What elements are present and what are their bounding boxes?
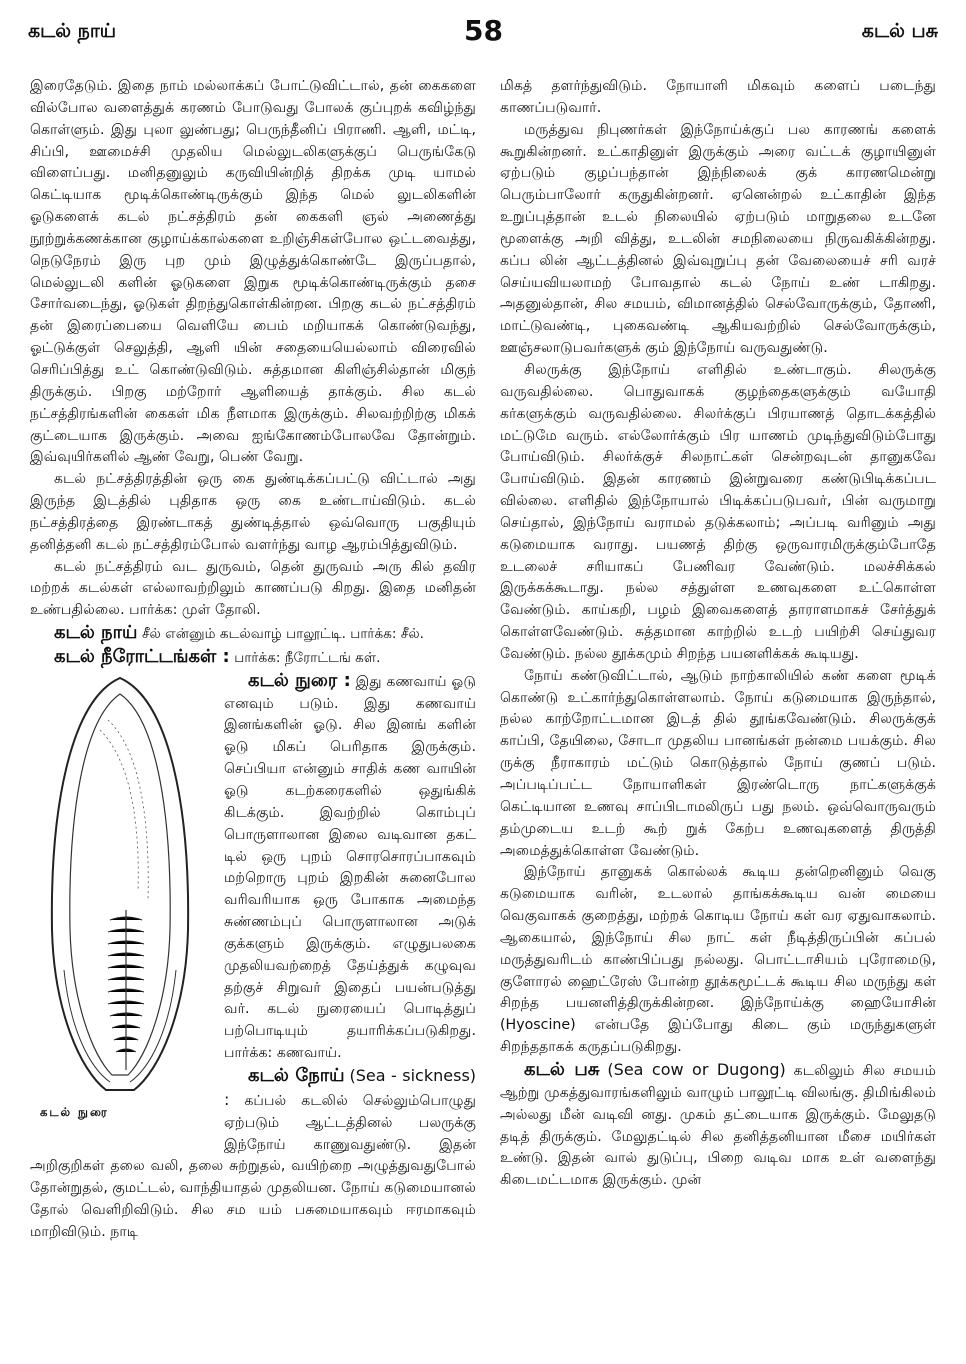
cuttlebone-illustration [30,670,210,1100]
seasickness-paragraph-5: இந்நோய் தானுகக் கொல்லக் கூடிய தன்றெனினும் வெகு கடுமையாக வரின், உடலால் தாங்கக்கூடிய வன் மையை வெகுவாகக் குறைத்து, மற்றக் கொடிய நோய் கள் வர ஏதுவாகலாம். ஆகையால், இந்நோய் சில நாட் கள் நீடித்திருப்பின் கப்பல் மருத்துவரிடம் காண்பிப்பது நல்லது. பொட்டாசியம் புரோமைடு, குளோரல் ஹைட்ரேஸ் போன்ற தூக்கமூட்டக் கூடிய சில மருந்து கள் சிறந்த பயனளித்திருக்கின்றன. இந்நோய்க்கு ஹையோசின் (Hyoscine) என்பதே இப்போது கிடை கும் மருந்துகளுள் சிறந்ததாகக் கருதப்படுகிறது. [500,864,936,1056]
entry-seasickness-english: (Sea - sickness) : [224,1065,477,1109]
entry-cuttlebone-headword: கடல் நுரை : [248,669,351,691]
running-header-right: கடல் பசு [861,20,938,42]
entry-sea-cow-english: (Sea cow or Dugong) [607,1059,786,1079]
entry-sea-dog-text: சீல் என்னும் கடல்வாழ் பாலூட்டி. பார்க்க: சீல். [141,626,424,643]
starfish-paragraph-3: கடல் நட்சத்திரம் வட துருவம், தென் துருவம் அரு கில் தவிர மற்றக் கடல்கள் எல்லாவற்றிலும் காணப்படு கிறது. இதை மனிதன் உண்பதில்லை. பார்க்க: முள் தோலி. [30,558,476,619]
running-header-left: கடல் நாய் [28,20,117,42]
entry-sea-cow-text: கடலிலும் சில சமயம் ஆற்று முகத்துவாரங்களிலும் வாழும் பாலூட்டி விலங்கு. திமிங்கிலம் அல்லது மீன் வடிவி னது. முகம் தட்டையாக இருக்கும். மேலுதடு தடித் திருக்கும். மேலுதட்டில் சில தனித்தனியான மீசை மயிர்கள் உண்டு. இதன் வால் துடுப்பு, பிறை வடிவ மாக உள் வளைந்து கிடைமட்டமாக இருக்கும். முன் [500,1062,936,1189]
page-number: 58 [464,14,503,47]
entry-sea-currents [30,646,476,670]
entry-cuttlebone-text: இது கணவாய் ஓடு எனவும் படும். இது கணவாய் இனங்களின் ஓடு. சில இனங் களின் ஓடு மிகப் பெரிதாக இருக்கும். செப்பியா என்னும் சாதிக் கண வாயின் ஓடு கடற்கரைகளில் ஒதுங்கிக் கிடக்கும். இவற்றில் கொம்புப் பொருளாலான இலை வடிவான தகட் டில் ஒரு புறம் சொரசொரப்பாகவும் மற்றொரு புறம் இறகின் சுனைபோல வரிவரியாக ஒரு போகாக அமைந்த சுண்ணம்புப் பொருளாலான அடுக் குக்களும் இருக்கும். எழுதுபலகை முதலியவற்றைத் தேய்த்துக் கழுவுவ தற்குச் சிறுவர் இதைப் பயன்படுத்து வர். கடல் நுரையைப் பொடித்துப் பற்பொடியும் தயாரிக்கப்படுகிறது. பார்க்க: கணவாய். [224,673,476,1062]
entry-sea-dog [30,622,476,646]
entry-sea-dog-headword: கடல் நாய் [54,622,138,644]
starfish-paragraph-1: இரைதேடும். இதை நாம் மல்லாக்கப் போட்டுவிட்டால், தன் கைகளை வில்போல வளைத்துக் கரணம் போடுவது போலக் குப்புறக் கவிழ்ந்து கொள்ளும். இது புலா லுண்பது; பெருந்தீனிப் பிராணி. ஆளி, மட்டி, சிப்பி, ஊமைச்சி முதலிய மெல்லுடலிகளுக்குப் பெருங்கேடு விளைப்பது. மனிதனுலும் கருவியின்றித் திறக்க முடி யாமல் கெட்டியாக மூடிக்கொண்டிருக்கும் இந்த மெல் லுடலிகளின் ஓடுகளைக் கடல் நட்சத்திரம் தன் கைகளி ஞல் அணைத்து நூற்றுக்கணக்கான குழாய்க்கால்களை உறிஞ்சிகள்போல ஒட்டவைத்து, நெடுநேரம் இரு புற மும் இழுத்துக்கொண்டே இருப்பதால், மெல்லுடலி களின் ஓடுகளை இறுக மூடிக்கொண்டிருக்கும் தசை சோர்வடைந்து, ஓடுகள் திறந்துகொள்கின்றன. பிறகு கடல் நட்சத்திரம் தன் இரைப்பையை வெளியே பைம் மறியாகக் கொண்டுவந்து, ஓட்டுக்குள் செலுத்தி, ஆளி யின் சதையையெல்லாம் விரைவில் செரிப்பித்து உட் கொண்டுவிடும். சுத்தமான கிளிஞ்சில்தான் மிகுந் திருக்கும். பிறகு மற்றோர் ஆளியைத் தாக்கும். சில கடல் நட்சத்திரங்களின் கைகள் மிக நீளமாக இருக்கும். சிலவற்றிற்கு மிகக் குட்டையாக இருக்கும். அவை ஐங்கோணம்போலவே தோன்றும். இவ்வுயிர்களில் ஆண் வேறு, பெண் வேறு. [30,78,476,466]
entry-seasickness-headword: கடல் நோய் [248,1064,345,1086]
figure-caption: கடல் நுரை [40,1104,109,1119]
seasickness-paragraph-3: சிலருக்கு இந்நோய் எளிதில் உண்டாகும். சிலருக்கு வருவதில்லை. பொதுவாகக் குழந்தைகளுக்கும் வயோதி கர்களுக்கும் வருவதில்லை. சிலர்க்குப் பிரயாணத் தொடக்கத்தில் மட்டுமே வரும். எல்லோர்க்கும் பிர யாணம் முடிந்துவிடும்போது போய்விடும். சிலர்க்குச் சிலநாட்கள் சென்றவுடன் தானுகவே போய்விடும். இதன் காரணம் இன்றுவரை கண்டுபிடிக்கப்பட வில்லை. எளிதில் இந்நோயால் பிடிக்கப்படுபவர், பின் வருமாறு செய்தால், இந்நோய் வராமல் தடுக்கலாம்; அப்படி வரினும் அது கடுமையாக வராது. பயணத் திற்கு ஒருவாரமிருக்கும்போதே உடலைச் சரியாகப் பேணிவர வேண்டும். மலச்சிக்கல் இருக்கக்கூடாது. நல்ல சத்துள்ள உணவுகளை உட்கொள்ள வேண்டும். காய்கறி, பழம் இவைகளைத் தாராளமாகச் சேர்த்துக் கொள்ளவேண்டும். சுத்தமான காற்றில் உடற் பயிற்சி செய்துவர வேண்டும். நல்ல தூக்கமும் சிறந்த பயனளிக்கக் கூடியது. [500,361,936,662]
entry-sea-currents-text: பார்க்க: நீரோட்டங் கள். [234,649,381,666]
left-column [30,76,476,1244]
entry-seasickness-text: கப்பல் கடலில் செல்லும்பொழுது ஏற்படும் ஆட்டத்தினல் பலருக்கு இந்நோய் காணுவதுண்டு. இதன் அறிகுறிகள் தலை வலி, தலை சுற்றுதல், வயிற்றை அழுத்துவதுபோல் தோன்றுதல், குமட்டல், வாந்தியாதல் முதலியன. நோய் கடுமையானல் தோல் வெளிறிவிடும். சில சம யம் பசுமையாகவும் ஈரமாகவும் மாறிவிடும். நாடி [30,1092,476,1240]
starfish-paragraph-2: கடல் நட்சத்திரத்தின் ஒரு கை துண்டிக்கப்பட்டு விட்டால் அது இருந்த இடத்தில் புதிதாக ஒரு கை உண்டாய்விடும். கடல் நட்சத்திரத்தை இரண்டாகத் துண்டித்தால் ஒவ்வொரு பகுதியும் தனித்தனி கடல் நட்சத்திரம்போல் வளர்ந்து வாழ ஆரம்பித்துவிடும். [30,471,476,553]
right-column [500,76,936,1192]
entry-sea-cow-headword: கடல் பசு [524,1058,600,1080]
seasickness-paragraph-4: நோய் கண்டுவிட்டால், ஆடும் நாற்காலியில் கண் களை மூடிக் கொண்டு உட்கார்ந்துகொள்ளலாம். நோய் கடுமையாக இருந்தால், நல்ல காற்றோட்டமான இடத் தில் தூங்கவேண்டும். சிலருக்குக் காப்பி, தேயிலை, சோடா முதலிய பானங்கள் நன்மை பயக்கும். சில ருக்கு நீராகாரம் மட்டும் கொடுத்தால் நோய் குணப் படும். அப்படிப்பட்ட நோயாளிகள் இரண்டொரு நாட்களுக்குக் கெட்டியான உணவு சாப்பிடாமலிருப் பது நலம். ஒவ்வொருவரும் தம்முடைய உடற் கூற் றுக் கேற்ப உணவுகளைத் திருத்தி அமைத்துக்கொள்ள வேண்டும். [500,667,936,859]
entry-sea-currents-headword: கடல் நீரோட்டங்கள் : [54,645,230,667]
seasickness-paragraph-2: மருத்துவ நிபுணர்கள் இந்நோய்க்குப் பல காரணங் களைக் கூறுகின்றனர். உட்காதினுள் இருக்கும் அரை வட்டக் குழாயினுள் ஏற்படும் குழப்பந்தான் இந்நிலைக் குக் காரணமென்று பெரும்பாலோர் கருதுகின்றனர். ஏனென்றல் உட்காதின் இந்த உறுப்புத்தான் உடல் நிலையில் ஏற்படும் மாறுதலை உடனே மூளைக்கு அறி வித்து, உடலின் சமநிலையை நிருவகிக்கின்றது. கப்ப லின் ஆட்டத்தினல் இவ்வுறுப்பு தன் வேலையைச் சரி வரச் செய்யவியலாமற் போவதால் கடல் நோய் உண் டாகிறது. அதனுல்தான், சில சமயம், விமானத்தில் செல்வோருக்கும், தோணி, மாட்டுவண்டி, புகைவண்டி ஆகியவற்றில் செல்வோருக்கும், ஊஞ்சலாடுபவர்களுக் கும் இந்நோய் வருவதுண்டு. [500,121,936,357]
entry-sea-cow [500,1059,936,1192]
seasickness-paragraph-1: மிகத் தளர்ந்துவிடும். நோயாளி மிகவும் களைப் படைந்து காணப்படுவார். [500,78,936,116]
cuttlebone-figure [30,670,210,1140]
